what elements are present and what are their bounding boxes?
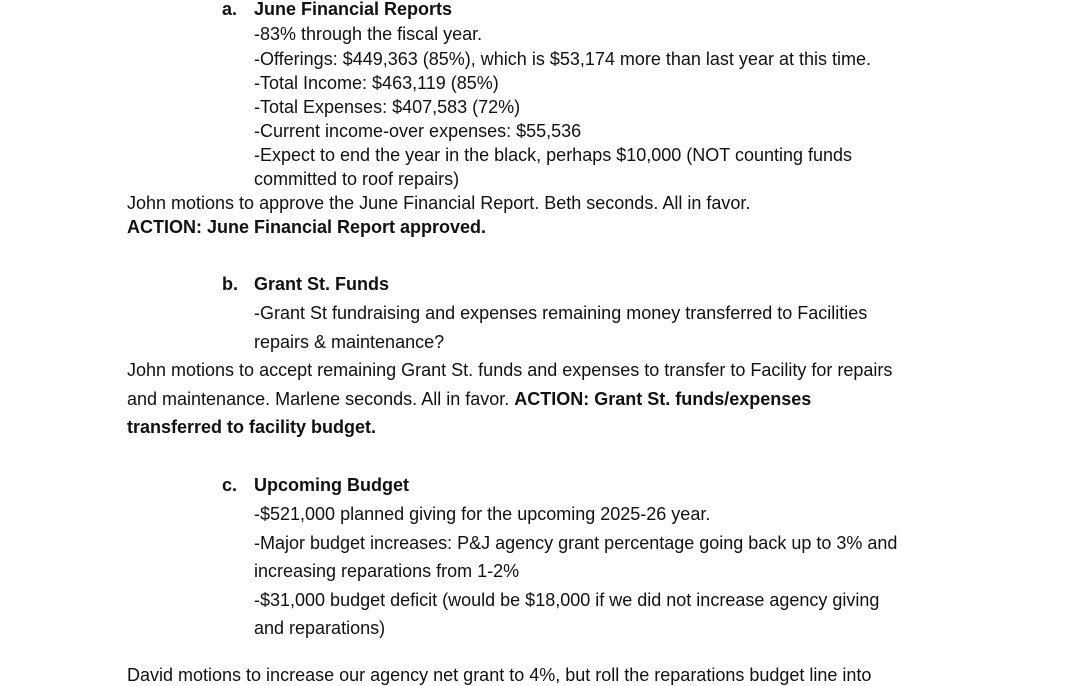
section-c-line-5: and reparations) — [254, 618, 386, 638]
section-c-line-2: -Major budget increases: P&J agency grant percentage going back up to 3% and — [254, 533, 898, 553]
section-a-line-3: -Total Income: $463,119 (85%) — [254, 73, 499, 93]
section-a-line-7: committed to roof repairs) — [254, 169, 460, 189]
section-a-motion: John motions to approve the June Financial Report. Beth seconds. All in favor. — [127, 193, 751, 213]
section-a-line-4: -Total Expenses: $407,583 (72%) — [254, 97, 521, 117]
section-b-line-1: -Grant St fundraising and expenses remaining money transferred to Facilities — [254, 303, 868, 323]
section-c-line-4: -$31,000 budget deficit (would be $18,000 if we did not increase agency giving — [254, 590, 880, 610]
section-c-line-1: -$521,000 planned giving for the upcoming 2025-26 year. — [254, 504, 711, 524]
section-b-letter: b. — [222, 274, 238, 294]
section-c-letter: c. — [222, 475, 238, 495]
section-b-heading: Grant St. Funds — [254, 274, 389, 294]
section-c-line-3: increasing reparations from 1-2% — [254, 561, 520, 581]
section-c-heading: Upcoming Budget — [254, 475, 409, 495]
section-a-line-6: -Expect to end the year in the black, perhaps $10,000 (NOT counting funds — [254, 145, 853, 165]
section-a-line-2: -Offerings: $449,363 (85%), which is $53,174 more than last year at this time. — [254, 49, 871, 69]
trailing-partial-line: David motions to increase our agency net grant to 4%, but roll the reparations budget line into — [127, 665, 872, 685]
section-a-letter: a. — [222, 0, 238, 19]
section-b-motion-plain: and maintenance. Marlene seconds. All in favor. — [127, 389, 515, 409]
section-a-line-1: -83% through the fiscal year. — [254, 24, 483, 44]
section-b-action: ACTION: Grant St. funds/expenses — [514, 389, 812, 409]
section-a-heading: June Financial Reports — [254, 0, 453, 19]
section-b-motion-line-2 — [127, 388, 811, 410]
section-a-line-5: -Current income-over expenses: $55,536 — [254, 121, 582, 141]
section-a-action: ACTION: June Financial Report approved. — [127, 217, 487, 237]
section-b-motion-line-1: John motions to accept remaining Grant St. funds and expenses to transfer to Facility for repairs — [127, 360, 893, 380]
section-b-line-2: repairs & maintenance? — [254, 332, 445, 352]
section-b-action-cont: transferred to facility budget. — [127, 417, 377, 437]
